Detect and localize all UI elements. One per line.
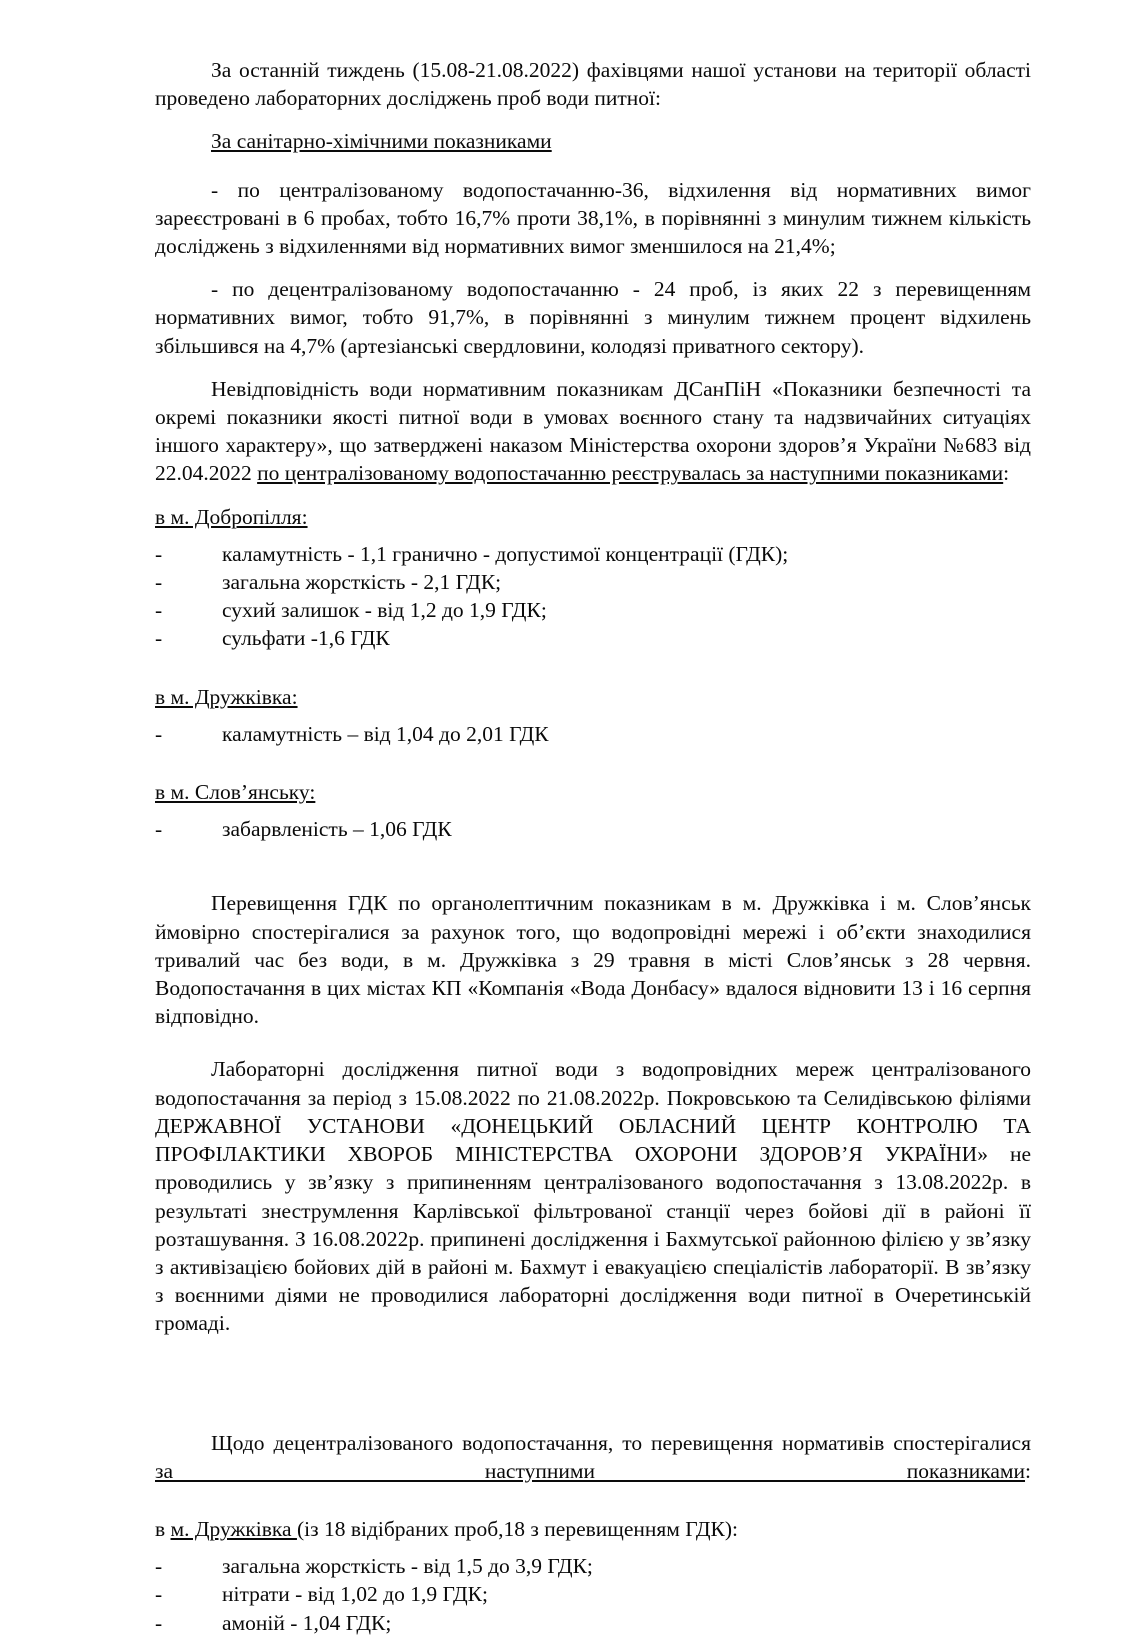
list-dash-icon: - <box>155 1554 163 1579</box>
heading-decentralized-city-druzhkivka <box>155 1515 1031 1543</box>
paragraph-decentralized-lead-tail: : <box>1025 1458 1031 1483</box>
paragraph-intro: За останній тиждень (15.08-21.08.2022) фахівцями нашої установи на території області проведено лабораторних досліджень проб води питної: <box>155 58 1031 111</box>
list-dash-icon: - <box>155 598 163 623</box>
list-item-label: каламутність - 1,1 гранично - допустимої концентрації (ГДК); <box>222 541 789 566</box>
list-item <box>155 568 1031 596</box>
paragraph-centralized-supply: - по централізованому водопостачанню-36, відхилення від нормативних вимог зареєстровані в 6 пробах, тобто 16,7% проти 38,1%, в порівнянні з минулим тижнем кількість досліджень з відхиленнями від нормативних вимог зменшилося на 21,4%; <box>155 177 1031 259</box>
paragraph-decentralized-lead-text: Щодо децентралізованого водопостачання, то перевищення нормативів спостерігалися <box>211 1430 1031 1455</box>
list-item-label: сульфати -1,6 ГДК <box>222 626 390 651</box>
list-dash-icon: - <box>155 626 163 651</box>
paragraph-decentralized-lead <box>155 1429 1031 1485</box>
list-city-sloviansk <box>155 815 1031 843</box>
heading-city-name: м. Дружківка <box>170 1516 297 1541</box>
heading-sample-count: (із 18 відібраних проб,18 з перевищенням ГДК): <box>296 1516 738 1541</box>
list-item <box>155 815 1031 843</box>
spacer <box>155 1047 1031 1055</box>
list-dash-icon: - <box>155 1610 163 1635</box>
heading-prefix: в <box>155 1516 171 1541</box>
heading-city-dobropillia <box>155 503 1031 531</box>
list-item <box>155 1580 1031 1608</box>
heading-city-druzhkivka-label: в м. Дружківка: <box>155 684 298 709</box>
heading-city-dobropillia-label: в м. Добропілля: <box>155 504 308 529</box>
paragraph-decentralized-supply: - по децентралізованому водопостачанню - 24 проб, із яких 22 з перевищенням нормативних вимог, тобто 91,7%, в порівнянні з минулим тижнем процент відхилень збільшився на 4,7% (артезіанські свердловини, колодязі приватного сектору). <box>155 277 1031 358</box>
list-item <box>155 624 1031 652</box>
paragraph-organoleptic: Перевищення ГДК по органолептичним показникам в м. Дружківка і м. Слов’янськ ймовірно спостерігалися за рахунок того, що водопровідні мережі і об’єкти знаходилися тривалий час без води, в м. Дружківка з 29 травня в місті Слов’янськ з 28 червня. Водопостачання в цих містах КП «Компанія «Вода Донбасу» вдалося відновити 13 і 16 серпня відповідно. <box>155 891 1031 1029</box>
list-item <box>155 720 1031 748</box>
list-item <box>155 596 1031 624</box>
list-item-label: каламутність – від 1,04 до 2,01 ГДК <box>222 721 549 746</box>
list-city-druzhkivka <box>155 720 1031 748</box>
spacer <box>155 653 1031 683</box>
paragraph-noncompliance-underlined: по централізованому водопостачанню реєструвалась за наступними показниками <box>257 461 1004 486</box>
list-decentralized-druzhkivka <box>155 1552 1031 1637</box>
list-item <box>155 540 1031 568</box>
list-dash-icon: - <box>155 721 163 746</box>
list-dash-icon: - <box>155 817 163 842</box>
paragraph-decentralized-lead-underlined: за наступними показниками <box>155 1458 1026 1483</box>
spacer <box>155 1485 1031 1515</box>
spacer <box>155 748 1031 778</box>
heading-city-sloviansk <box>155 778 1031 806</box>
spacer <box>155 1355 1031 1429</box>
document-body <box>155 56 1031 1637</box>
list-item-label: амоній - 1,04 ГДК; <box>222 1610 392 1635</box>
list-item-label: сухий залишок - від 1,2 до 1,9 ГДК; <box>222 598 547 623</box>
list-item <box>155 1552 1031 1580</box>
paragraph-noncompliance-tail: : <box>1003 461 1010 486</box>
heading-chemical-indicators-label: За санітарно-хімічними показниками <box>211 129 552 154</box>
list-item-label: нітрати - від 1,02 до 1,9 ГДК; <box>222 1582 488 1607</box>
list-item-label: загальна жорсткість - від 1,5 до 3,9 ГДК; <box>222 1554 593 1579</box>
list-dash-icon: - <box>155 1582 163 1607</box>
heading-city-sloviansk-label: в м. Слов’янську: <box>155 780 316 805</box>
paragraph-noncompliance-text: Невідповідність води нормативним показникам ДСанПіН «Показники безпечності та окремі показники якості питної води в умовах воєнного стану та надзвичайних ситуаціях іншого характеру», що затверджені наказом Міністерства охорони здоров’я України №683 від 22.04.2022 <box>155 376 1031 486</box>
paragraph-noncompliance <box>155 375 1031 488</box>
list-dash-icon: - <box>155 570 163 595</box>
heading-chemical-indicators <box>155 127 1031 155</box>
heading-city-druzhkivka <box>155 683 1031 711</box>
list-dash-icon: - <box>155 541 163 566</box>
list-item <box>155 1609 1031 1637</box>
list-item-label: забарвленість – 1,06 ГДК <box>222 817 452 842</box>
list-city-dobropillia <box>155 540 1031 653</box>
list-item-label: загальна жорсткість - 2,1 ГДК; <box>222 570 502 595</box>
paragraph-laboratory-research: Лабораторні дослідження питної води з водопровідних мереж централізованого водопостачання за період з 15.08.2022 по 21.08.2022р. Покровською та Селидівською філіями ДЕРЖАВНОЇ УСТАНОВИ «ДОНЕЦЬКИЙ ОБЛАСНИЙ ЦЕНТР КОНТРОЛЮ ТА ПРОФІЛАКТИКИ ХВОРОБ МІНІСТЕРСТВА ОХОРОНИ ЗДОРОВ’Я УКРАЇНИ» не проводились у зв’язку з припиненням централізованого водопостачання з 13.08.2022р. в результаті знеструмлення Карлівської фільтрованої станції через бойові дії в районі її розташування. З 16.08.2022р. припинені дослідження і Бахмутської районною філією у зв’язку з активізацією бойових дій в районі м. Бахмут і евакуацією спеціалістів лабораторії. В зв’язку з воєнними діями не проводилися лабораторні дослідження води питної в Очеретинській громаді. <box>155 1057 1031 1336</box>
spacer <box>155 843 1031 889</box>
